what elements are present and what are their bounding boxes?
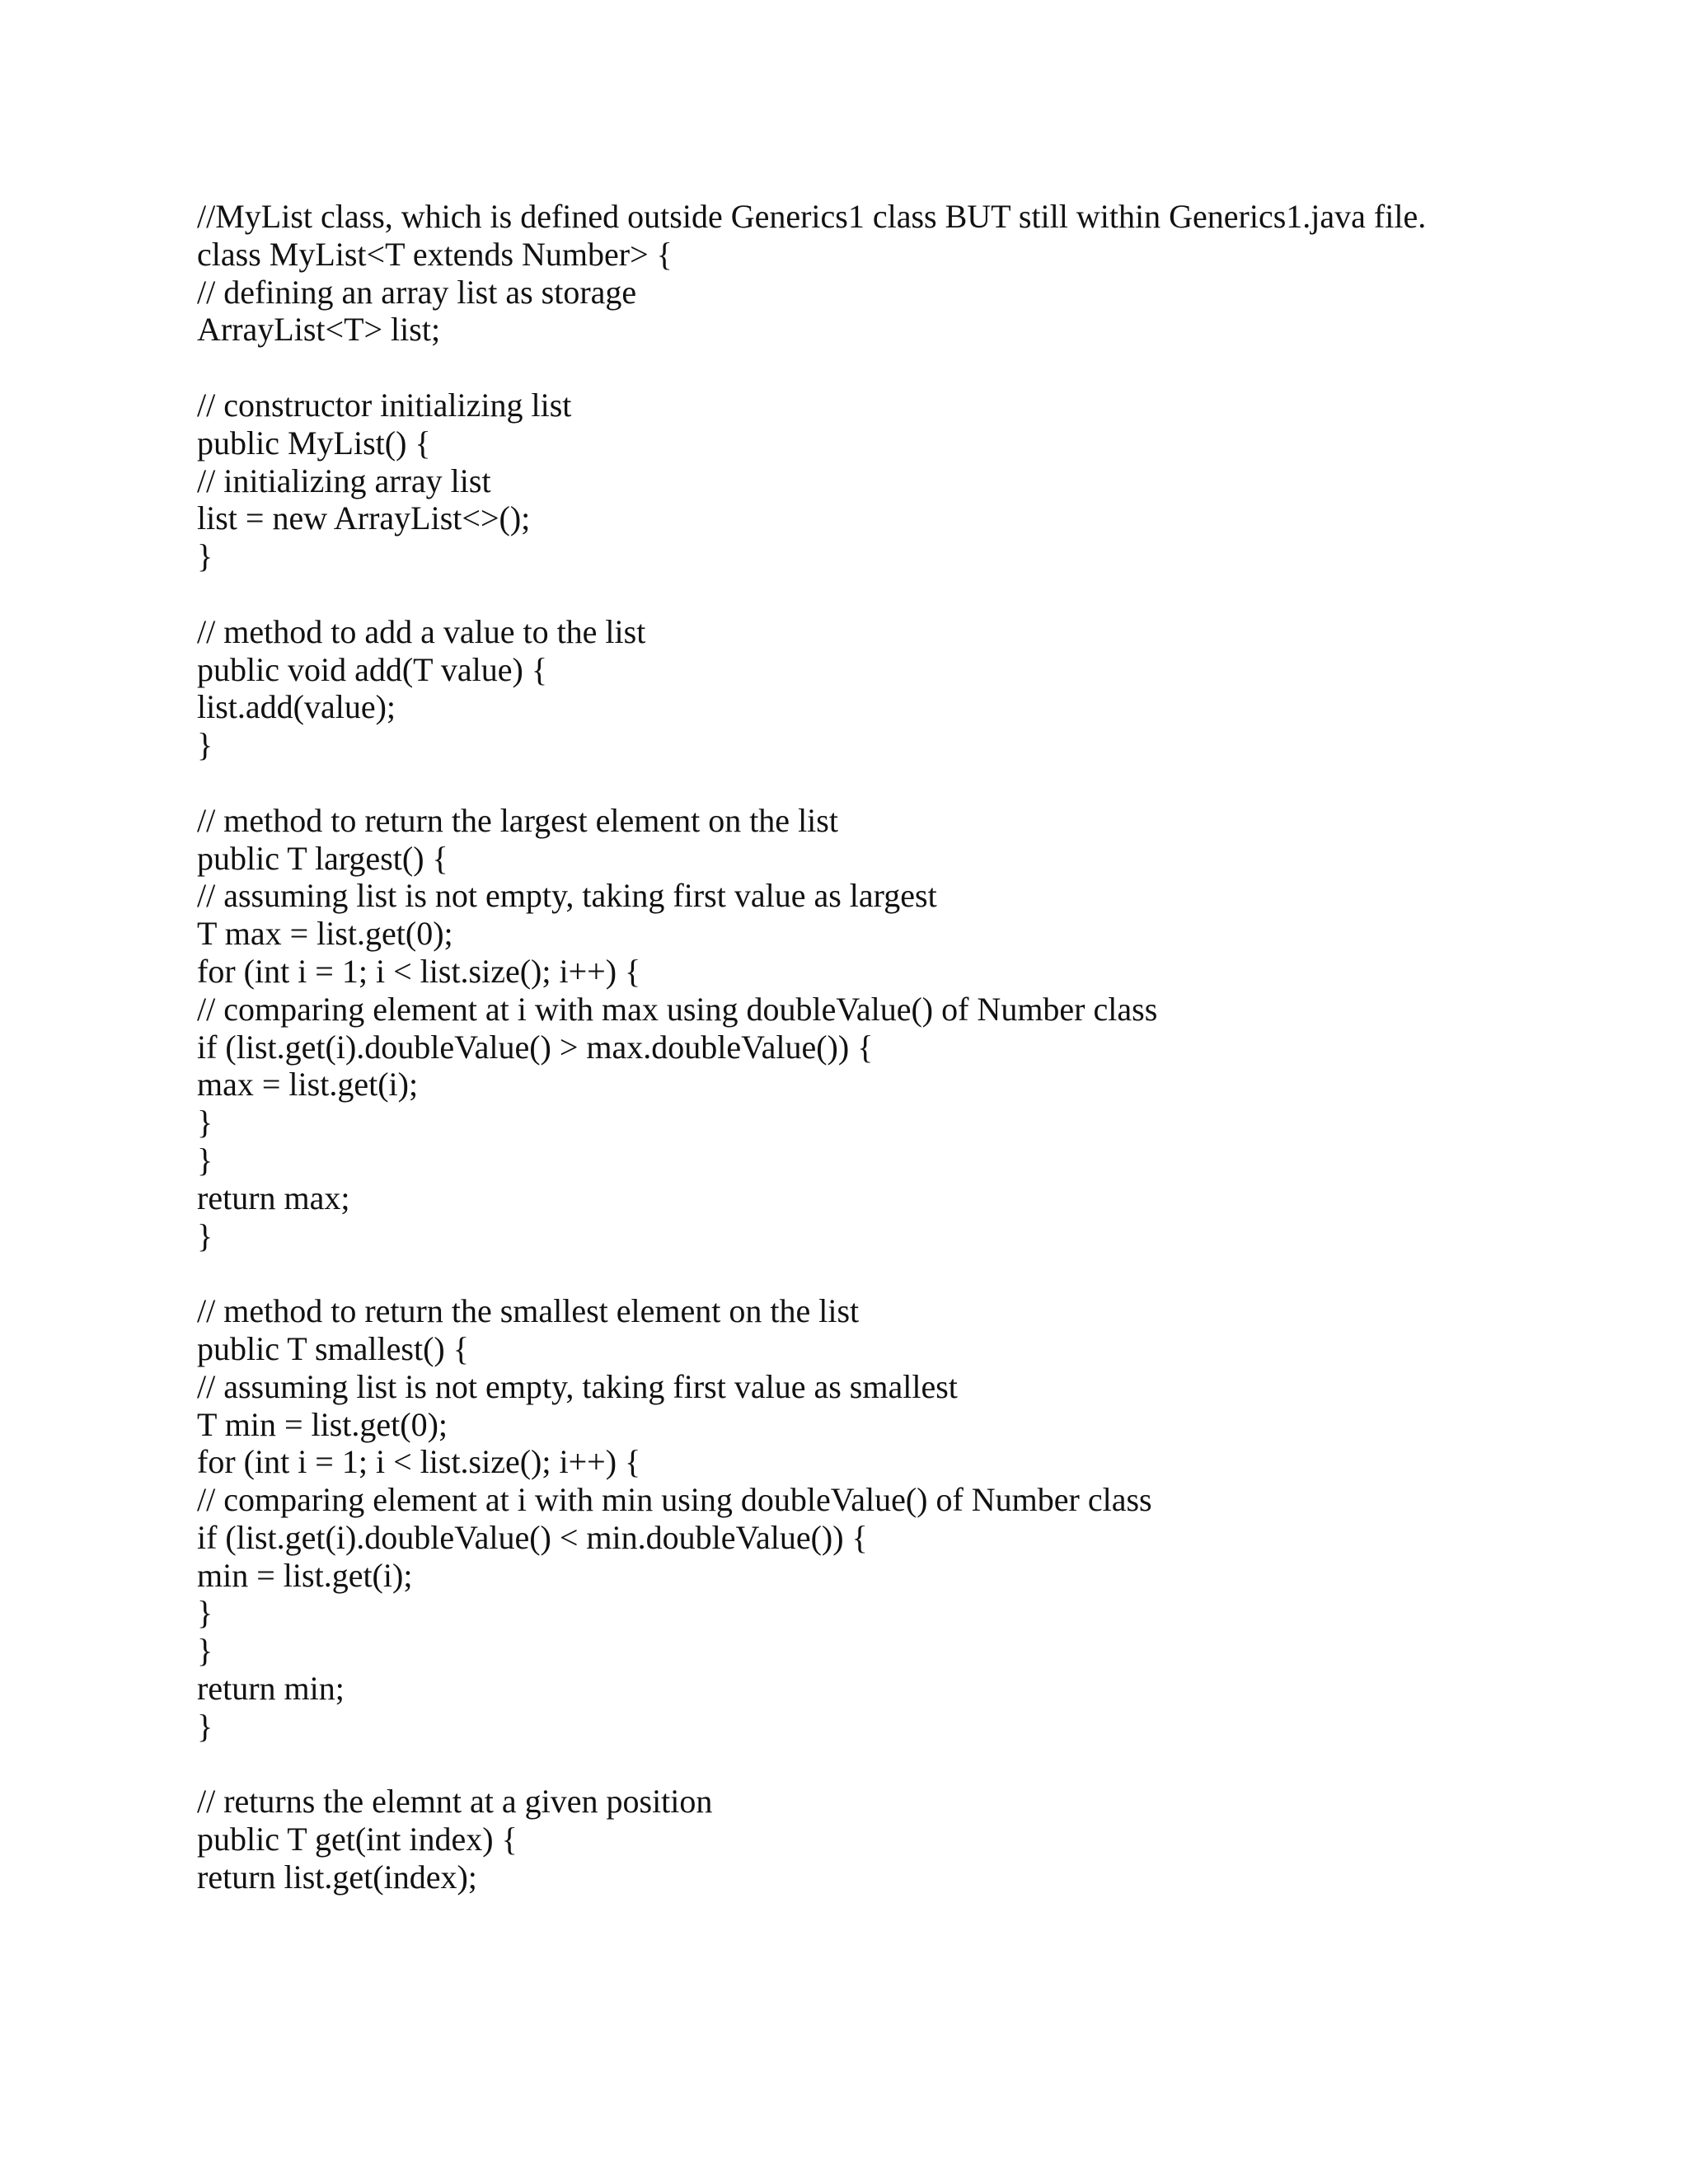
code-line: public T smallest() { — [197, 1329, 469, 1367]
code-line: // initializing array list — [197, 462, 491, 499]
code-line: T max = list.get(0); — [197, 915, 453, 953]
code-line: } — [197, 537, 213, 575]
code-line: // assuming list is not empty, taking first value as smallest — [197, 1367, 958, 1405]
code-line: } — [197, 1707, 213, 1745]
code-line: class MyList<T extends Number> { — [197, 235, 673, 273]
code-line: list.add(value); — [197, 688, 396, 726]
code-line: } — [197, 1632, 213, 1670]
blank-line — [197, 349, 1598, 387]
code-line: list = new ArrayList<>(); — [197, 499, 531, 537]
code-line: // comparing element at i with min using doubleValue() of Number class — [197, 1481, 1152, 1519]
blank-line — [197, 1746, 1598, 1783]
code-line: public MyList() { — [197, 424, 431, 462]
code-line: } — [197, 1594, 213, 1632]
code-line: if (list.get(i).doubleValue() > max.doubleValue()) { — [197, 1028, 874, 1066]
code-line: } — [197, 1141, 213, 1179]
code-line: // assuming list is not empty, taking first value as largest — [197, 877, 937, 915]
code-line: public T largest() { — [197, 839, 448, 877]
code-line: // method to return the largest element on the list — [197, 801, 838, 839]
code-line: min = list.get(i); — [197, 1556, 413, 1594]
code-line: // method to add a value to the list — [197, 612, 646, 650]
code-line: T min = list.get(0); — [197, 1405, 448, 1443]
blank-line — [197, 1254, 1598, 1292]
code-line: // defining an array list as storage — [197, 273, 637, 311]
code-line: ArrayList<T> list; — [197, 311, 441, 349]
code-line: return max; — [197, 1179, 350, 1216]
code-line: } — [197, 1104, 213, 1141]
code-line: // returns the elemnt at a given position — [197, 1783, 713, 1821]
code-line: max = list.get(i); — [197, 1066, 419, 1104]
code-line: // method to return the smallest element on the list — [197, 1292, 860, 1330]
code-line: public void add(T value) { — [197, 650, 548, 688]
code-line: public T get(int index) { — [197, 1821, 518, 1858]
code-line: //MyList class, which is defined outside Generics1 class BUT still within Generics1.java file. — [197, 198, 1427, 235]
blank-line — [197, 764, 1598, 802]
blank-line — [197, 575, 1598, 613]
code-line: // constructor initializing list — [197, 386, 572, 424]
code-line: // comparing element at i with max using doubleValue() of Number class — [197, 990, 1158, 1028]
code-line: if (list.get(i).doubleValue() < min.doubleValue()) { — [197, 1518, 868, 1556]
code-listing — [197, 198, 1598, 1896]
code-line: for (int i = 1; i < list.size(); i++) { — [197, 1443, 641, 1481]
code-line: } — [197, 726, 213, 764]
code-line: } — [197, 1216, 213, 1254]
code-line: return min; — [197, 1670, 345, 1708]
code-line: return list.get(index); — [197, 1858, 477, 1896]
code-line: for (int i = 1; i < list.size(); i++) { — [197, 952, 641, 990]
